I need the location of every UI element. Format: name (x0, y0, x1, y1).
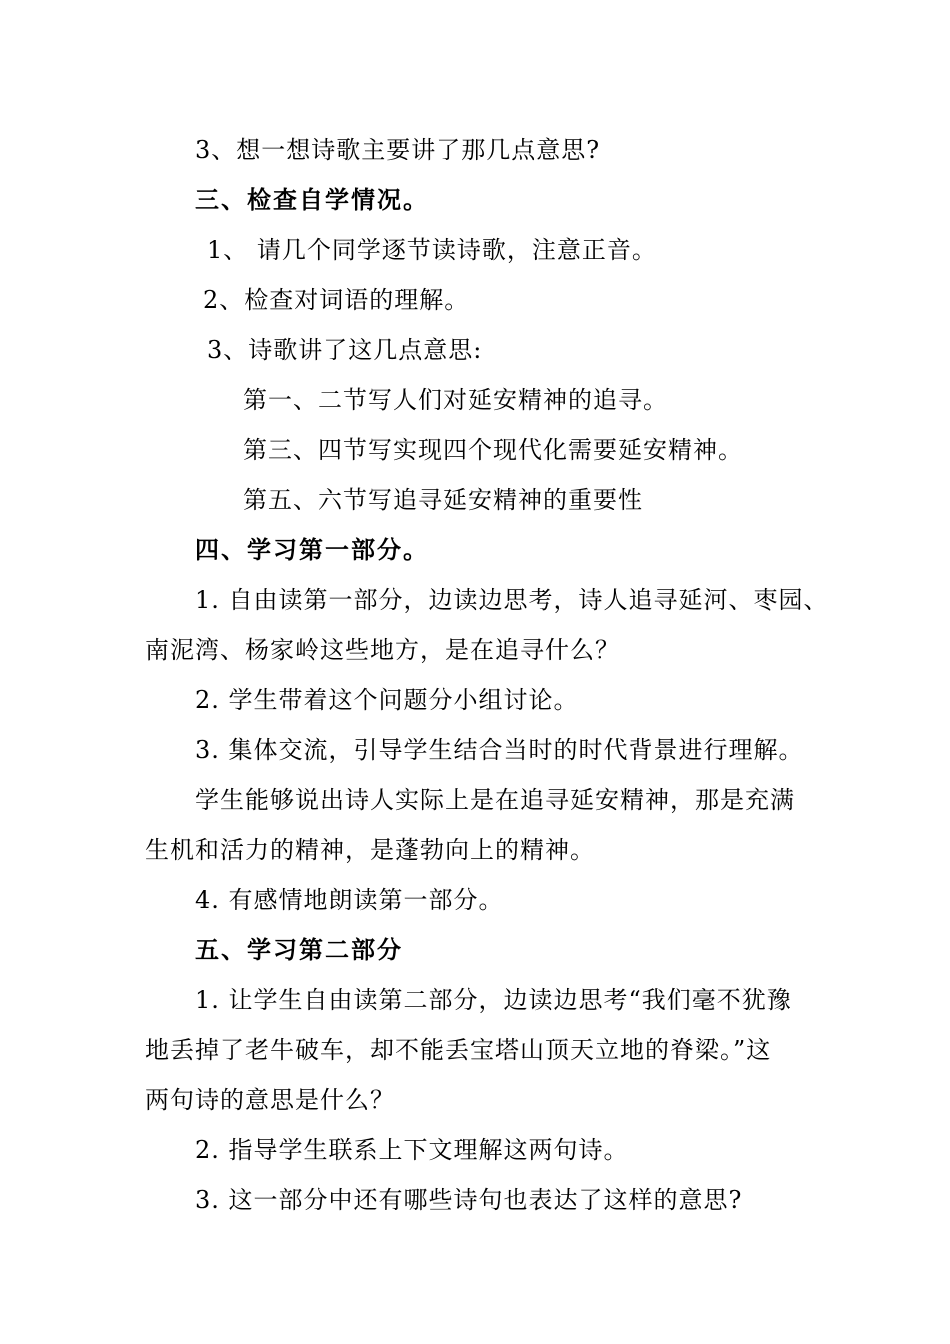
point-2-line: 第三、四节写实现四个现代化需要延安精神。 (243, 436, 743, 464)
part2-item-1-line-c: 两句诗的意思是什么？ (145, 1086, 395, 1114)
step-2-line: 2、检查对词语的理解。 (203, 286, 470, 314)
part1-paragraph-line-a: 学生能够说出诗人实际上是在追寻延安精神，那是充满 (195, 786, 795, 814)
section-3-heading: 三、检查自学情况。 (195, 185, 429, 214)
step-3-line: 3、诗歌讲了这几点意思: (207, 336, 483, 364)
part2-item-2-line: 2. 指导学生联系上下文理解这两句诗。 (195, 1136, 629, 1164)
part1-item-1-line-b: 南泥湾、杨家岭这些地方，是在追寻什么？ (145, 636, 620, 664)
part1-item-4-line: 4. 有感情地朗读第一部分。 (195, 886, 504, 914)
question-3-line: 3、想一想诗歌主要讲了那几点意思? (195, 136, 601, 164)
part1-item-1-line-a: 1. 自由读第一部分，边读边思考，诗人追寻延河、枣园、 (195, 586, 829, 614)
point-3-line: 第五、六节写追寻延安精神的重要性 (243, 486, 643, 514)
part1-item-3-line: 3. 集体交流，引导学生结合当时的时代背景进行理解。 (195, 736, 804, 764)
step-1-line: 1、 请几个同学逐节读诗歌，注意正音。 (207, 236, 657, 264)
part2-item-3-line: 3. 这一部分中还有哪些诗句也表达了这样的意思? (195, 1186, 743, 1214)
part1-item-2-line: 2. 学生带着这个问题分小组讨论。 (195, 686, 579, 714)
section-4-heading: 四、学习第一部分。 (195, 535, 429, 564)
part2-item-1-line-b: 地丢掉了老牛破车，却不能丢宝塔山顶天立地的脊梁。”这 (145, 1036, 772, 1064)
point-1-line: 第一、二节写人们对延安精神的追寻。 (243, 386, 668, 414)
section-5-heading: 五、学习第二部分 (195, 935, 403, 964)
part1-paragraph-line-b: 生机和活力的精神，是蓬勃向上的精神。 (145, 836, 595, 864)
part2-item-1-line-a: 1. 让学生自由读第二部分，边读边思考“我们毫不犹豫 (195, 986, 792, 1014)
